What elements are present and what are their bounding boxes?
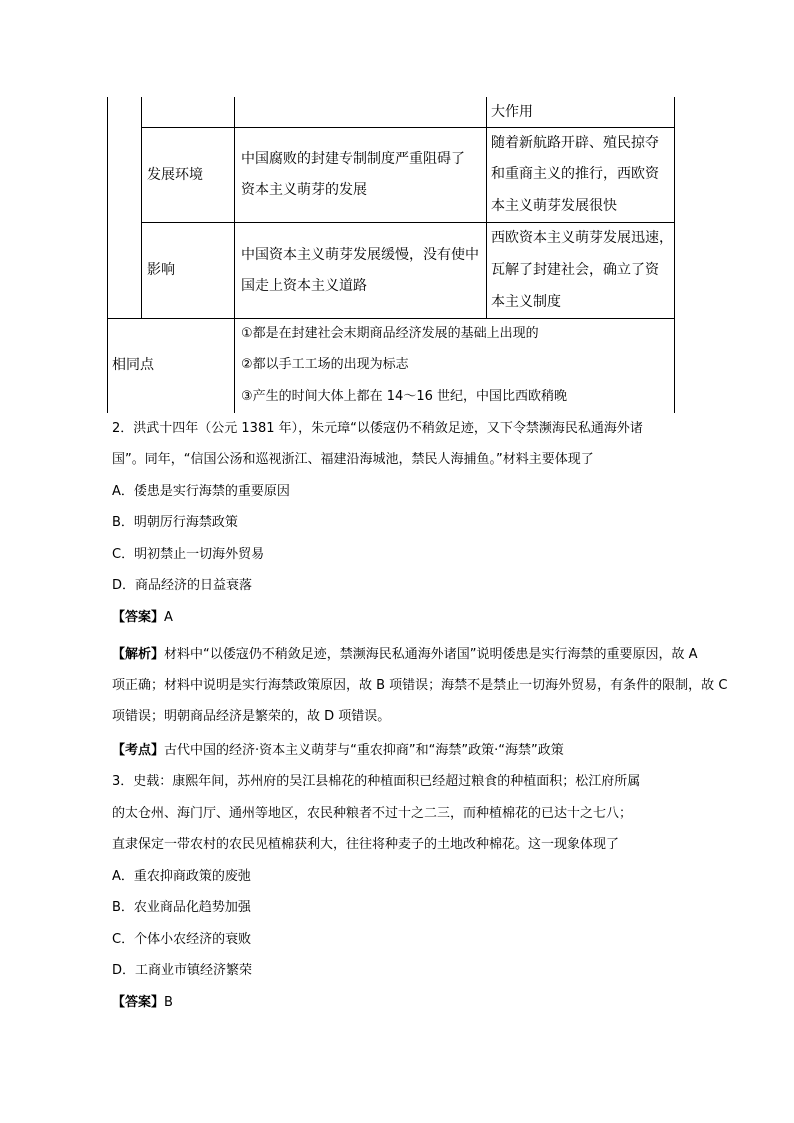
answer-tag: 【答案】 <box>112 995 165 1010</box>
table-cell: 国走上资本主义道路 <box>241 278 367 294</box>
analysis-tag: 【解析】 <box>112 647 165 662</box>
question-stem: 国”。同年，“信国公汤和巡视浙江、福建沿海城池，禁民人海捕鱼。”材料主要体现了 <box>112 452 594 467</box>
table-cell: 大作用 <box>491 104 533 120</box>
option-d: D．工商业市镇经济繁荣 <box>112 963 253 978</box>
option-b: B．明朝厉行海禁政策 <box>112 515 238 530</box>
table-border <box>141 222 675 223</box>
analysis-line <box>112 645 698 665</box>
row-label: 相同点 <box>112 357 154 373</box>
table-cell: ②都以手工工场的出现为标志 <box>241 357 409 372</box>
table-cell: 瓦解了封建社会，确立了资 <box>491 262 659 278</box>
analysis-text: 材料中“以倭寇仍不稍敛足迹，禁濒海民私通海外诸国”说明倭患是实行海禁的重要原因，故 A <box>164 647 698 662</box>
question-stem: 直隶保定一带农村的农民见植棉获利大，往往将种麦子的土地改种棉花。这一现象体现了 <box>112 837 620 852</box>
table-border <box>141 127 675 128</box>
table-cell: 本主义制度 <box>491 294 561 310</box>
question-stem: 的太仓州、海门厅、通州等地区，农民种粮者不过十之二三，而种植棉花的已达十之七八； <box>112 806 633 821</box>
table-cell: ①都是在封建社会末期商品经济发展的基础上出现的 <box>241 326 539 341</box>
option-a: A．倭患是实行海禁的重要原因 <box>112 484 290 499</box>
answer-line <box>112 993 173 1013</box>
answer-value: B <box>164 995 173 1010</box>
table-border <box>234 97 235 413</box>
answer-value: A <box>164 610 173 625</box>
table-border <box>141 97 142 318</box>
table-border <box>107 97 108 413</box>
table-border <box>107 318 675 319</box>
row-label: 发展环境 <box>147 167 203 183</box>
point-line <box>112 741 564 761</box>
table-cell: 中国资本主义萌芽发展缓慢，没有使中 <box>241 247 479 263</box>
answer-tag: 【答案】 <box>112 610 165 625</box>
row-label: 影响 <box>147 262 175 278</box>
answer-line <box>112 608 173 628</box>
table-cell: 中国腐败的封建专制制度严重阻碍了 <box>241 151 465 167</box>
option-c: C．个体小农经济的衰败 <box>112 932 252 947</box>
table-border <box>486 97 487 318</box>
table-cell: 本主义萌芽发展很快 <box>491 198 617 214</box>
table-cell: ③产生的时间大体上都在 14～16 世纪，中国比西欧稍晚 <box>241 389 568 404</box>
question-stem: 3．史载：康熙年间，苏州府的吴江县棉花的种植面积已经超过粮食的种植面积；松江府所属 <box>112 774 641 789</box>
table-border <box>674 97 675 413</box>
analysis-text: 项正确；材料中说明是实行海禁政策原因，故 B 项错误；海禁不是禁止一切海外贸易，有条件的限制，故 C <box>112 678 728 693</box>
option-d: D．商品经济的日益衰落 <box>112 578 253 593</box>
option-c: C．明初禁止一切海外贸易 <box>112 547 265 562</box>
option-b: B．农业商品化趋势加强 <box>112 900 251 915</box>
table-cell: 资本主义萌芽的发展 <box>241 182 367 198</box>
point-tag: 【考点】 <box>112 743 165 758</box>
table-cell: 西欧资本主义萌芽发展迅速， <box>491 230 673 246</box>
question-stem: 2．洪武十四年（公元 1381 年），朱元璋“以倭寇仍不稍敛足迹，又下令禁濒海民私通海外诸 <box>112 421 643 436</box>
table-cell: 和重商主义的推行，西欧资 <box>491 166 659 182</box>
point-text: 古代中国的经济·资本主义萌芽与“重农抑商”和“海禁”政策·“海禁”政策 <box>164 743 564 758</box>
analysis-text: 项错误；明朝商品经济是繁荣的，故 D 项错误。 <box>112 709 391 724</box>
option-a: A．重农抑商政策的废弛 <box>112 869 251 884</box>
table-cell: 随着新航路开辟、殖民掠夺 <box>491 135 659 151</box>
